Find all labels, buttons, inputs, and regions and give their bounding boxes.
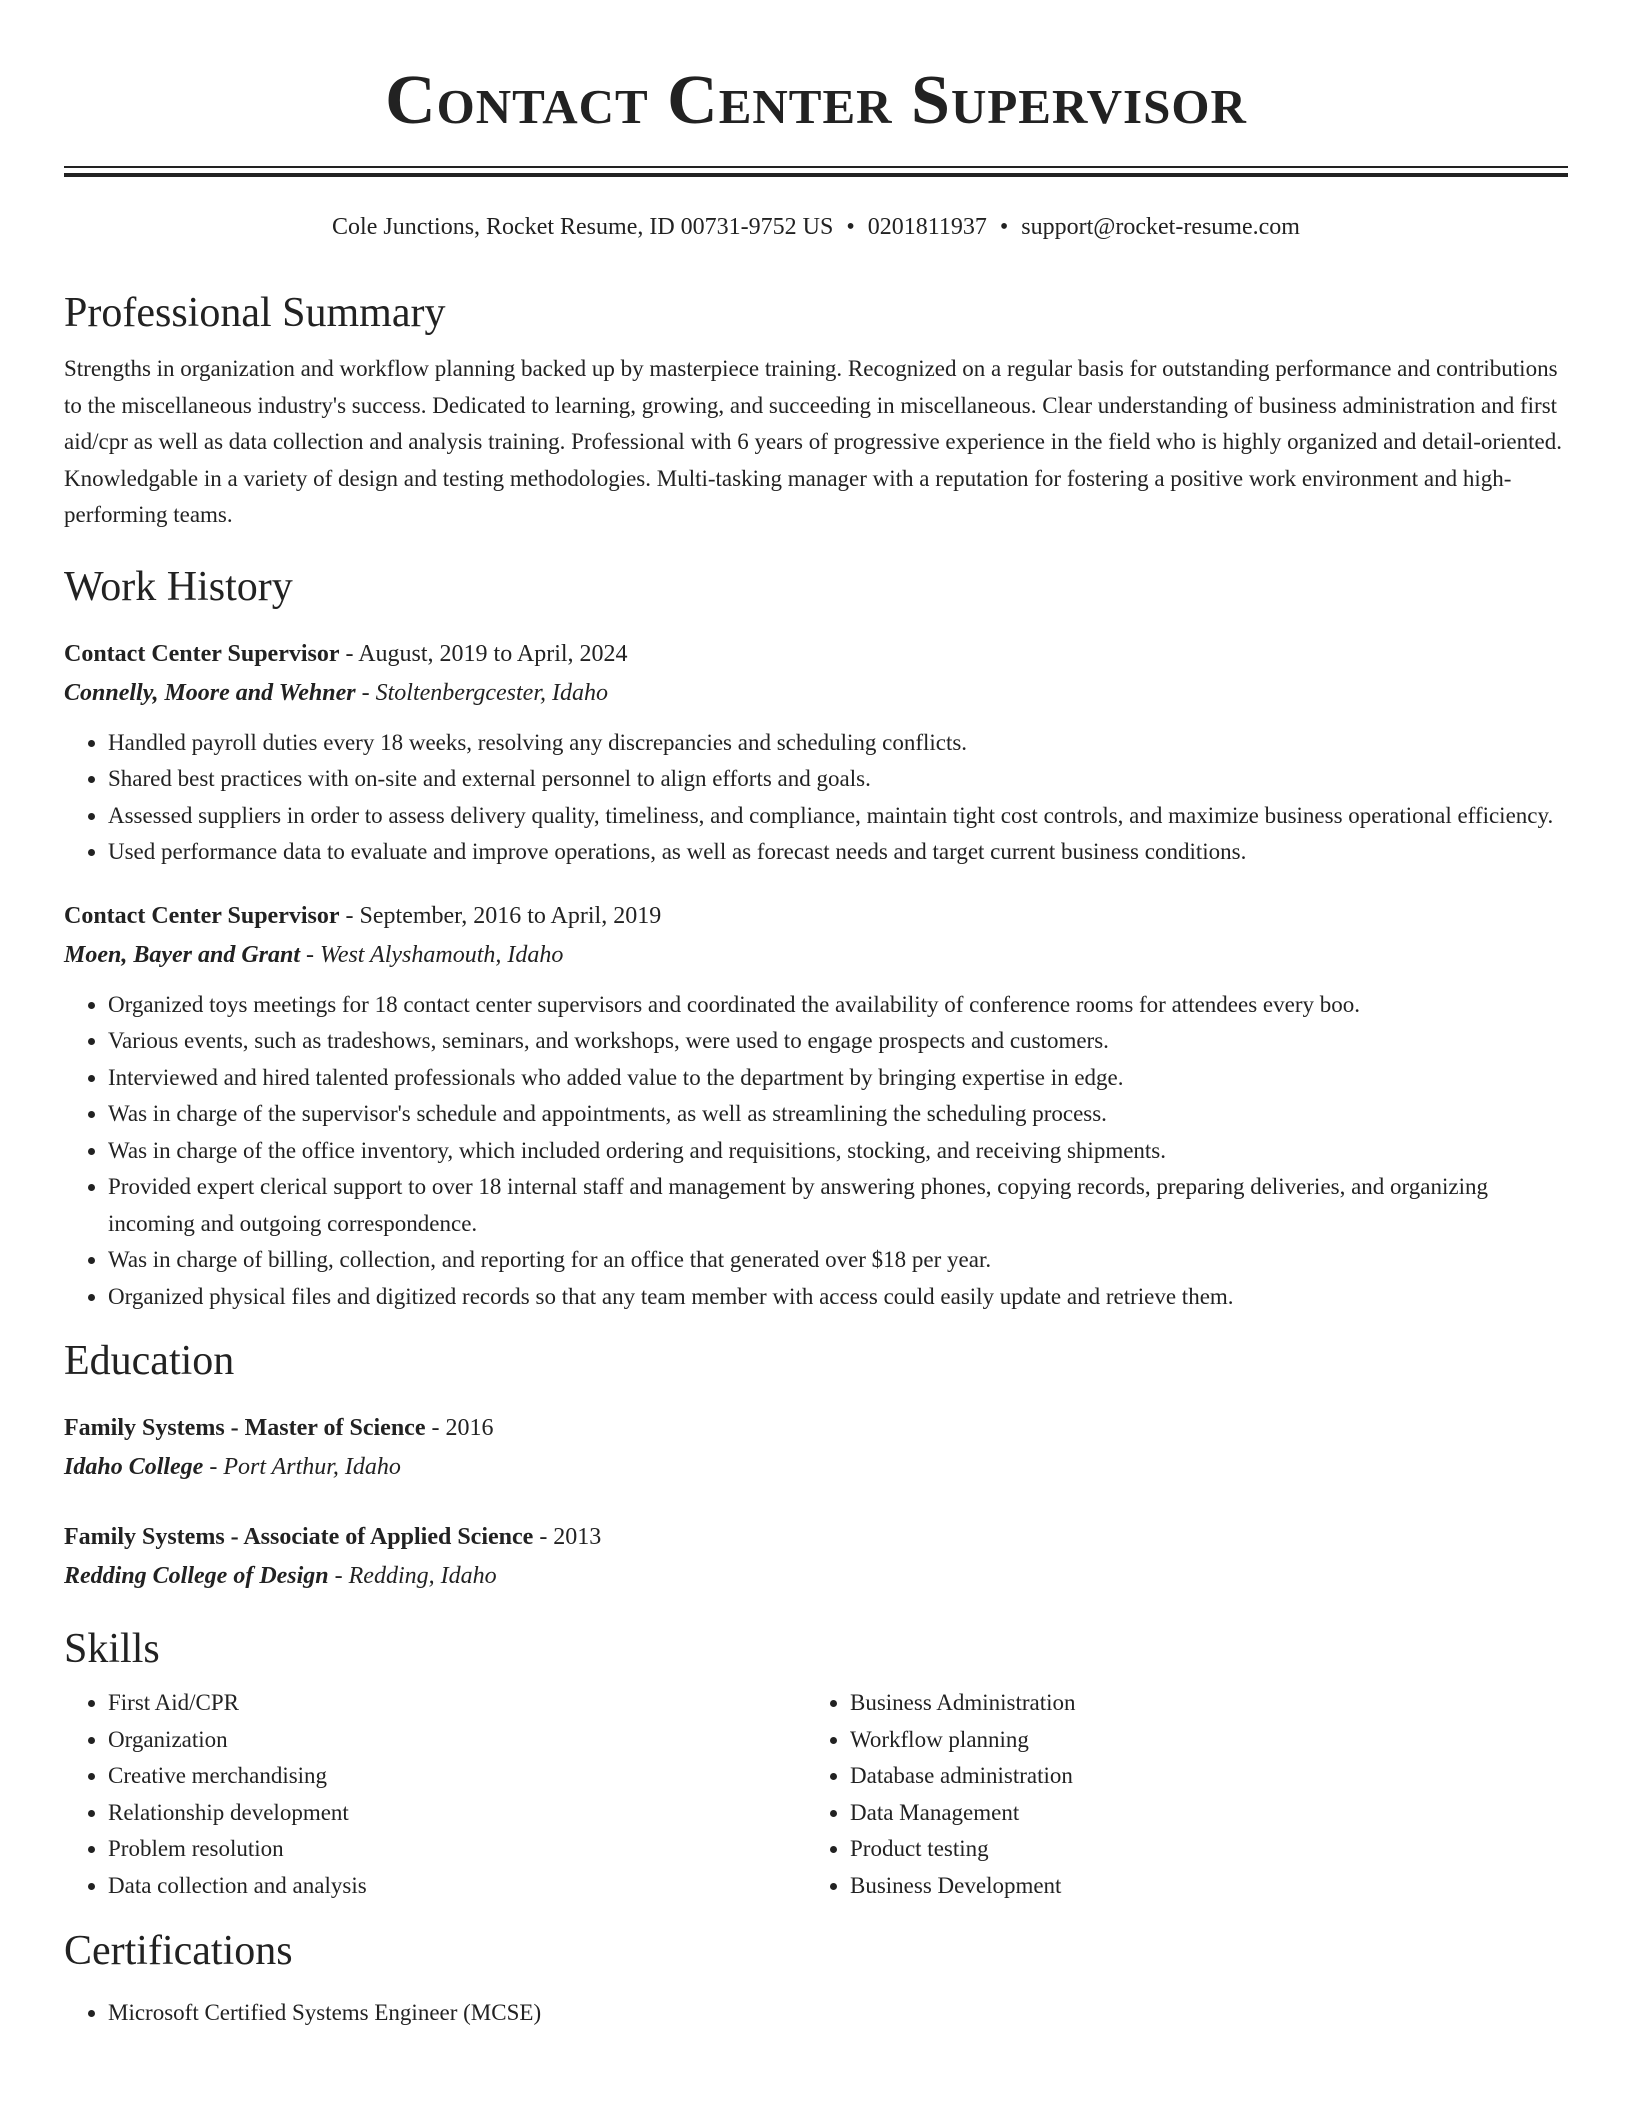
- skills-section: [64, 1623, 1568, 1904]
- job-title: Contact Center Supervisor: [64, 902, 340, 929]
- section-heading: Work History: [64, 563, 293, 610]
- skill-item: • Database administration: [850, 1758, 1548, 1795]
- job-entry: [64, 635, 1568, 871]
- job-location: - Stoltenbergcester, Idaho: [355, 679, 608, 706]
- section-heading: Certifications: [64, 1928, 293, 1974]
- school-location: - Port Arthur, Idaho: [203, 1454, 401, 1480]
- contact-line: [64, 211, 1568, 243]
- work-history-section: [64, 561, 1568, 1316]
- skill-item: • Relationship development: [108, 1795, 806, 1832]
- skill-item: • First Aid/CPR: [108, 1685, 806, 1722]
- professional-summary-section: [64, 287, 1568, 534]
- job-company: Connelly, Moore and Wehner: [64, 679, 356, 706]
- list-item: • Was in charge of the supervisor's schedule and appointments, as well as streamlining the scheduling process.: [108, 1096, 1568, 1133]
- list-item: • Used performance data to evaluate and improve operations, as well as forecast needs and target current business conditions.: [108, 834, 1568, 871]
- section-heading: Skills: [64, 1626, 160, 1672]
- certifications-list: [64, 1995, 1568, 2032]
- contact-email: support@rocket-resume.com: [1021, 214, 1300, 240]
- skill-item: • Workflow planning: [850, 1722, 1548, 1759]
- job-company-line: [64, 936, 1568, 975]
- list-item: • Shared best practices with on-site and external personnel to align efforts and goals.: [108, 761, 1568, 798]
- header-divider: [64, 166, 1568, 177]
- skill-item: • Business Development: [850, 1868, 1548, 1905]
- contact-phone: 0201811937: [867, 214, 987, 240]
- job-company-line: [64, 674, 1568, 713]
- school-name: Idaho College: [64, 1454, 204, 1480]
- degree-line: [64, 1518, 1568, 1557]
- skill-item: • Organization: [108, 1722, 806, 1759]
- list-item: • Was in charge of billing, collection, and reporting for an office that generated over $18 per year.: [108, 1242, 1568, 1279]
- job-company: Moen, Bayer and Grant: [64, 941, 301, 968]
- job-location: - West Alyshamouth, Idaho: [300, 941, 564, 968]
- education-entry: [64, 1409, 1568, 1487]
- list-item: • Organized toys meetings for 18 contact center supervisors and coordinated the availability of conference rooms for attendees every boo.: [108, 987, 1568, 1024]
- section-heading: Education: [64, 1338, 235, 1384]
- skill-item: • Product testing: [850, 1831, 1548, 1868]
- job-title: Contact Center Supervisor: [64, 640, 340, 667]
- school-location: - Redding, Idaho: [328, 1563, 497, 1589]
- section-heading: Professional Summary: [64, 290, 446, 336]
- school-line: [64, 1557, 1568, 1596]
- job-dates: - September, 2016 to April, 2019: [339, 902, 662, 929]
- graduation-year: - 2013: [533, 1524, 602, 1550]
- resume-name: Contact Center Supervisor: [385, 62, 1247, 139]
- skill-item: • Business Administration: [850, 1685, 1548, 1722]
- list-item: • Various events, such as tradeshows, seminars, and workshops, were used to engage prospects and customers.: [108, 1023, 1568, 1060]
- education-entry: [64, 1518, 1568, 1596]
- skills-column-right: [806, 1685, 1548, 1904]
- certification-item: • Microsoft Certified Systems Engineer (MCSE): [108, 1995, 1568, 2032]
- job-title-line: [64, 635, 1568, 674]
- degree: Family Systems - Master of Science: [64, 1415, 426, 1441]
- skill-item: • Creative merchandising: [108, 1758, 806, 1795]
- job-entry: [64, 897, 1568, 1316]
- graduation-year: - 2016: [425, 1415, 494, 1441]
- contact-separator: •: [999, 214, 1009, 240]
- summary-text: Strengths in organization and workflow planning backed up by masterpiece training. Recognized on a regular basis for outstanding performance and contributions to the miscellaneous industry's success. Dedicated to learning, growing, and succeeding in miscellaneous. Clear understanding of business administration and first aid/cpr as well as data collection and analysis training. Professional with 6 years of progressive experience in the field who is highly organized and detail-oriented. Knowledgable in a variety of design and testing methodologies. Multi-tasking manager with a reputation for fostering a positive work environment and high-performing teams.: [64, 356, 1562, 527]
- list-item: • Provided expert clerical support to over 18 internal staff and management by answering phones, copying records, preparing deliveries, and organizing incoming and outgoing correspondence.: [108, 1169, 1568, 1242]
- list-item: • Organized physical files and digitized records so that any team member with access could easily update and retrieve them.: [108, 1279, 1568, 1316]
- job-title-line: [64, 897, 1568, 936]
- job-dates: - August, 2019 to April, 2024: [339, 640, 628, 667]
- list-item: • Assessed suppliers in order to assess delivery quality, timeliness, and compliance, maintain tight cost controls, and maximize business operational efficiency.: [108, 798, 1568, 835]
- skill-item: • Problem resolution: [108, 1831, 806, 1868]
- school-line: [64, 1448, 1568, 1487]
- school-name: Redding College of Design: [64, 1563, 329, 1589]
- list-item: • Handled payroll duties every 18 weeks, resolving any discrepancies and scheduling conflicts.: [108, 725, 1568, 762]
- certifications-section: [64, 1925, 1568, 2032]
- contact-separator: •: [846, 214, 855, 240]
- list-item: • Was in charge of the office inventory, which included ordering and requisitions, stocking, and receiving shipments.: [108, 1133, 1568, 1170]
- skill-item: • Data Management: [850, 1795, 1548, 1832]
- degree: Family Systems - Associate of Applied Science: [64, 1524, 534, 1550]
- job-bullets: [64, 987, 1568, 1316]
- list-item: • Interviewed and hired talented professionals who added value to the department by bringing expertise in edge.: [108, 1060, 1568, 1097]
- skills-grid: [64, 1685, 1568, 1904]
- skill-item: • Data collection and analysis: [108, 1868, 806, 1905]
- job-bullets: [64, 725, 1568, 871]
- education-section: [64, 1335, 1568, 1596]
- skills-column-left: [64, 1685, 806, 1904]
- degree-line: [64, 1409, 1568, 1448]
- contact-address: Cole Junctions, Rocket Resume, ID 00731-9752 US: [332, 214, 834, 240]
